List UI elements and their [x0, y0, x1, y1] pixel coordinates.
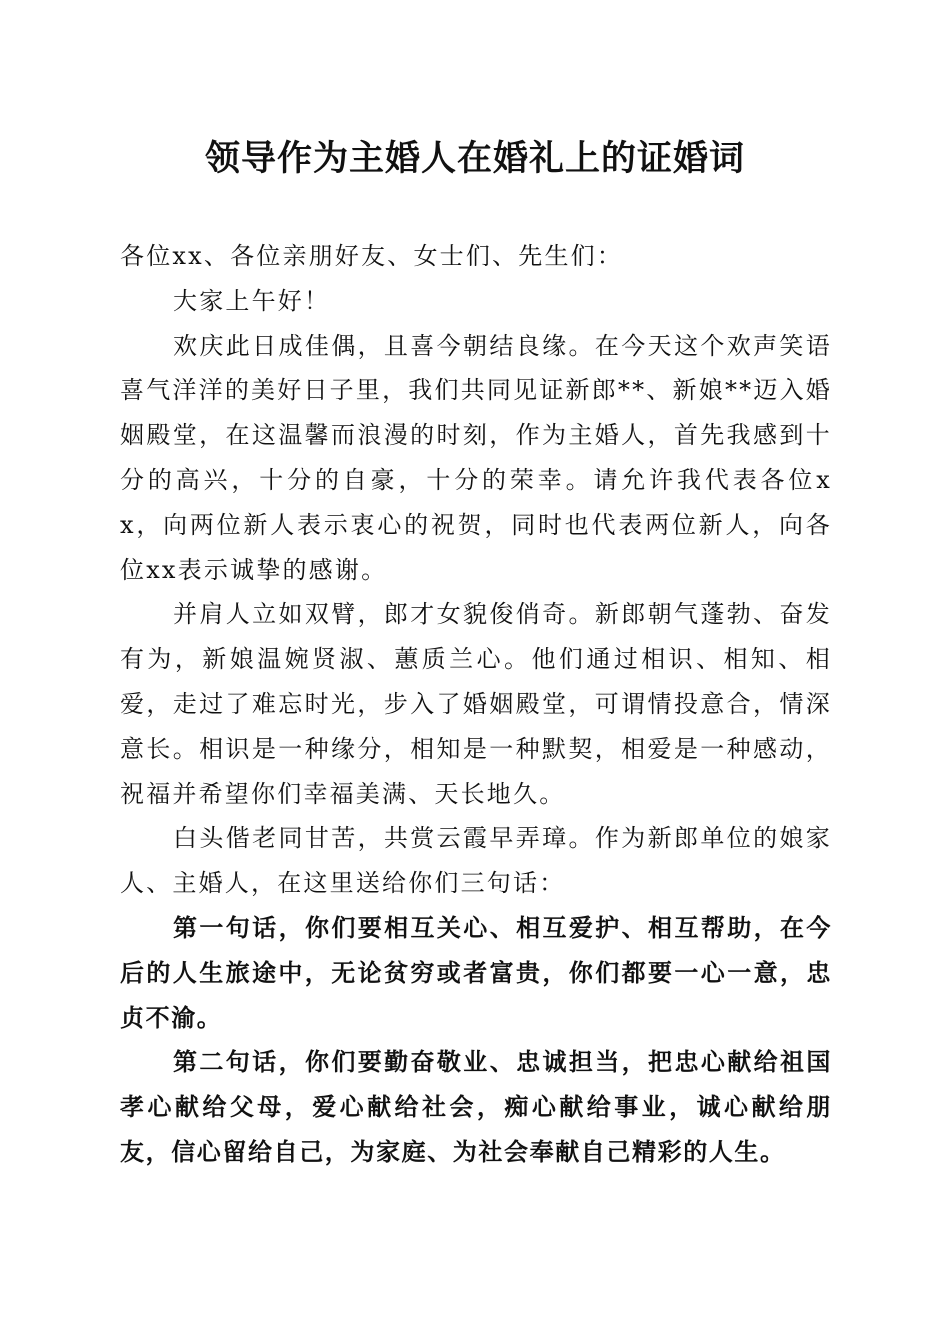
paragraph-second-sentence: 第二句话，你们要勤奋敬业、忠诚担当，把忠心献给祖国孝心献给父母，爱心献给社会，痴心献给事业，诚心献给朋友，信心留给自己，为家庭、为社会奉献自己精彩的人生。	[120, 1047, 832, 1166]
salutation: 各位xx、各位亲朋好友、女士们、先生们：	[120, 242, 624, 270]
paragraph-couple: 并肩人立如双臂，郎才女貌俊俏奇。新郎朝气蓬勃、奋发有为，新娘温婉贤淑、蕙质兰心。他们通过相识、相知、相爱，走过了难忘时光，步入了婚姻殿堂，可谓情投意合，情深意长。相识是一种缘分，相知是一种默契，相爱是一种感动，祝福并希望你们幸福美满、天长地久。	[120, 600, 832, 808]
document-title: 领导作为主婚人在婚礼上的证婚词	[204, 138, 745, 179]
paragraph-first-sentence: 第一句话，你们要相互关心、相互爱护、相互帮助，在今后的人生旅途中，无论贫穷或者富贵，你们都要一心一意，忠贞不渝。	[120, 912, 832, 1032]
document-body	[120, 234, 832, 1175]
greeting: 大家上午好！	[173, 286, 331, 315]
paragraph-opening: 欢庆此日成佳偶，且喜今朝结良缘。在今天这个欢声笑语喜气洋洋的美好日子里，我们共同见证新郎**、新娘**迈入婚姻殿堂，在这温馨而浪漫的时刻，作为主婚人，首先我感到十分的高兴，十分的自豪，十分的荣幸。请允许我代表各位xx，向两位新人表示衷心的祝贺，同时也代表两位新人，向各位xx表示诚挚的感谢。	[120, 331, 832, 584]
paragraph-three-sentences-intro: 白头偕老同甘苦，共赏云霞早弄璋。作为新郎单位的娘家人、主婚人，在这里送给你们三句话：	[120, 824, 832, 898]
